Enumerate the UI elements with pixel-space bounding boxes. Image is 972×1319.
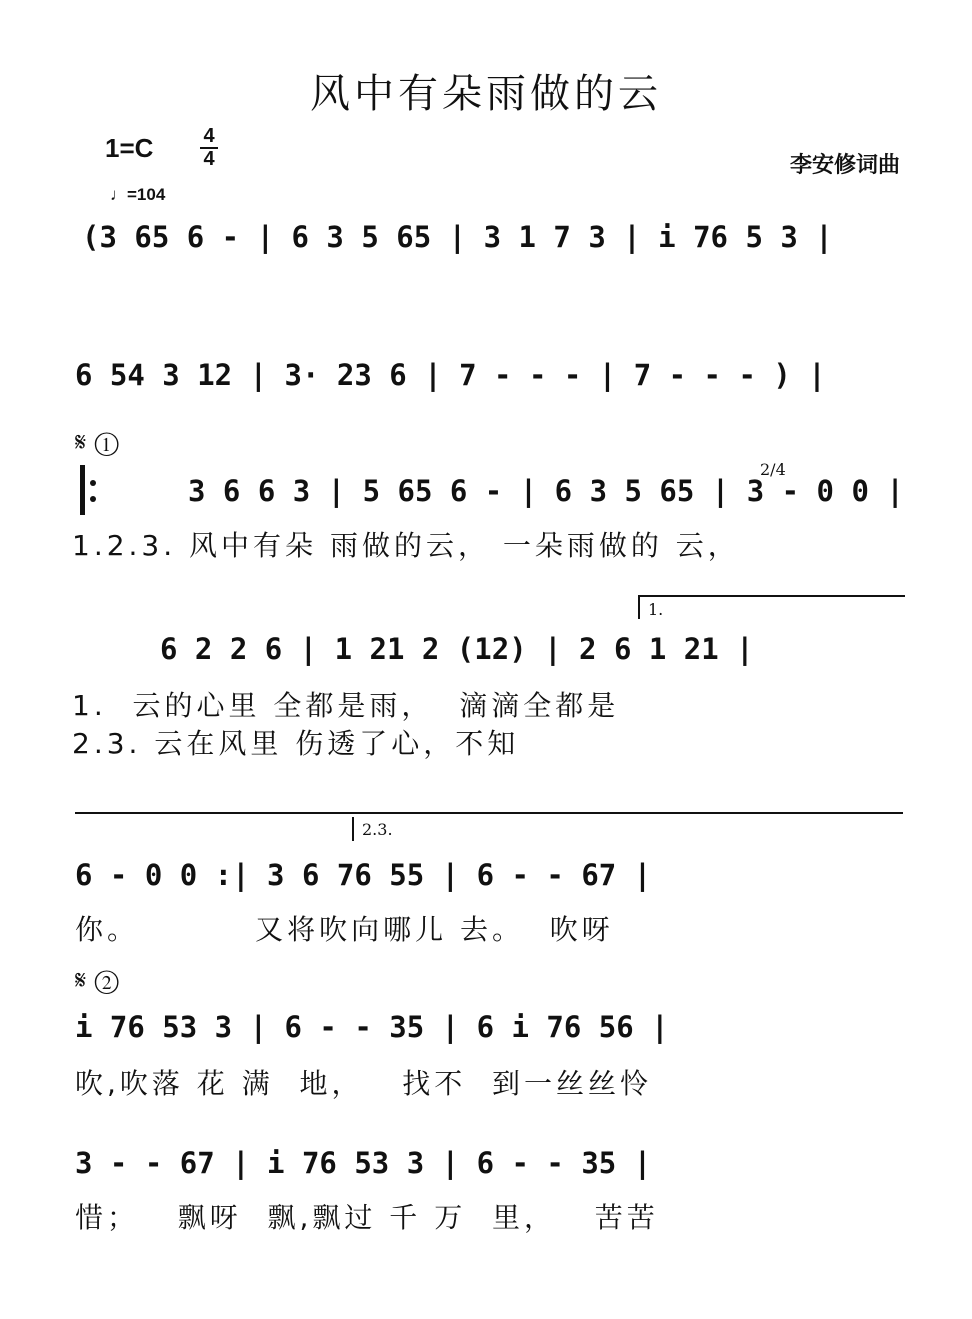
time-signature: 4 4	[198, 126, 220, 170]
volta-bracket-2	[352, 817, 354, 841]
segno-marker-1: 𝄋 ①	[75, 428, 119, 458]
lyric-row-4b: 2.3. 云在风里 伤透了心，不知	[72, 727, 520, 760]
repeat-dot	[90, 496, 96, 502]
lyric-row-4a: 1. 云的心里 全都是雨， 滴滴全都是	[72, 689, 620, 722]
notes-row-5: 6 - 0 0 :| 3 6 76 55 | 6 - - 67 |	[75, 858, 652, 892]
system-line	[75, 812, 903, 814]
lyric-row-6: 吹,吹落 花 满 地， 找不 到一丝丝怜	[75, 1067, 653, 1100]
repeat-start-bar	[80, 465, 85, 515]
notes-row-1: (3 65 6 - | 6 3 5 65 | 3 1 7 3 | i 76 5 3 |	[82, 220, 833, 254]
measure-marker: 2/4	[760, 460, 786, 479]
lyric-row-3: 1.2.3. 风中有朵 雨做的云， 一朵雨做的 云，	[72, 529, 740, 562]
author-credit: 李安修词曲	[789, 153, 900, 178]
notes-row-2: 6 54 3 12 | 3· 23 6 | 7 - - - | 7 - - - ) |	[75, 358, 826, 392]
key-signature: 1=C	[105, 133, 154, 163]
notes-row-4: 6 2 2 6 | 1 21 2 (12) | 2 6 1 21 |	[160, 632, 754, 666]
lyric-row-7: 惜； 飘呀 飘,飘过 千 万 里， 苦苦	[75, 1201, 659, 1234]
segno-marker-2: 𝄋 ②	[75, 966, 119, 996]
tempo-marking: ♩=104	[110, 185, 166, 204]
volta-label-1: 1.	[648, 600, 664, 619]
lyric-row-5: 你。 又将吹向哪儿 去。 吹呀	[75, 913, 614, 946]
volta-bracket-1	[638, 595, 905, 619]
notes-row-7: 3 - - 67 | i 76 53 3 | 6 - - 35 |	[75, 1146, 652, 1180]
notes-row-6: i 76 53 3 | 6 - - 35 | 6 i 76 56 |	[75, 1010, 669, 1044]
volta-label-2: 2.3.	[362, 820, 393, 839]
notes-row-3: 3 6 6 3 | 5 65 6 - | 6 3 5 65 | 3 - 0 0 |	[188, 474, 904, 508]
repeat-dot	[90, 480, 96, 486]
song-title: 风中有朵雨做的云	[310, 71, 662, 117]
